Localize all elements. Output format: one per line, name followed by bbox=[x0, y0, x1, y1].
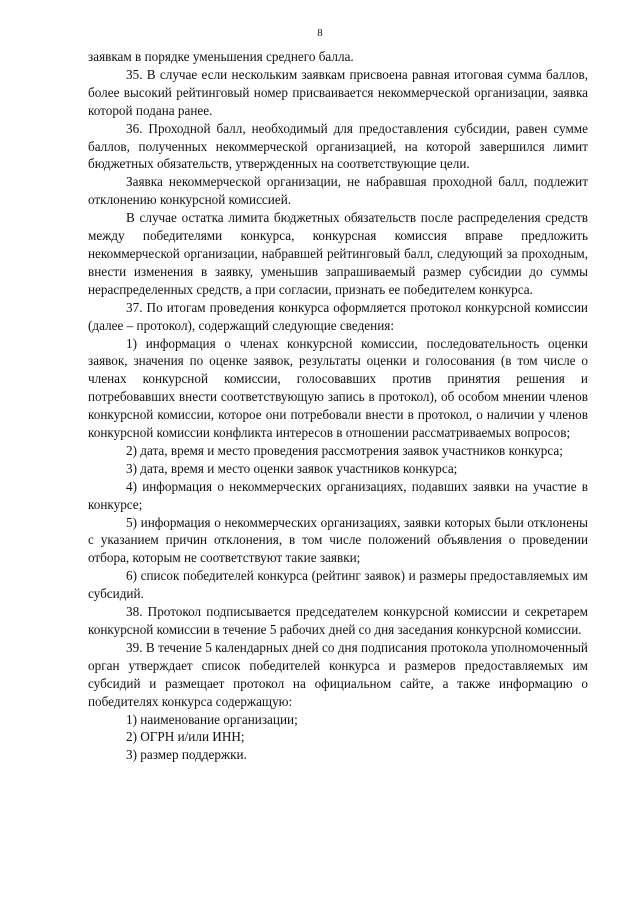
list-item-37-5: 5) информация о некоммерческих организациях, заявки которых были отклонены с указанием причин отклонения, в том числе положений объявления о проведении отбора, которым не соответствуют такие заявки; bbox=[88, 514, 588, 566]
list-item-39-1: 1) наименование организации; bbox=[126, 711, 298, 727]
list-item-37-1: 1) информация о членах конкурсной комиссии, последовательность оценки заявок, значения по оценке заявок, результаты оценки и голосования (в том числе о членах конкурсной комиссии, голосовавших против принятия решения и потребовавших внести соответствующую запись в протокол), об особом мнении членов конкурсной комиссии, которое они потребовали внести в протокол, о наличии у членов конкурсной комиссии конфликта интересов в отношении рассматриваемых вопросов; bbox=[88, 335, 588, 441]
list-item-37-4: 4) информация о некоммерческих организациях, подавших заявки на участие в конкурсе; bbox=[88, 478, 588, 512]
list-item-37-6: 6) список победителей конкурса (рейтинг заявок) и размеры предоставляемых им субсидий. bbox=[88, 568, 588, 602]
paragraph-35: 35. В случае если нескольким заявкам присвоена равная итоговая сумма баллов, более высокий рейтинговый номер присваивается некоммерческой организации, заявка которой подана ранее. bbox=[88, 66, 588, 118]
paragraph-38: 38. Протокол подписывается председателем конкурсной комиссии и секретарем конкурсной комиссии в течение 5 рабочих дней со дня заседания конкурсной комиссии. bbox=[88, 604, 588, 637]
paragraph-37: 37. По итогам проведения конкурса оформляется протокол конкурсной комиссии (далее – протокол), содержащий следующие сведения: bbox=[88, 299, 588, 333]
paragraph-39: 39. В течение 5 календарных дней со дня подписания протокола уполномоченный орган утверждает список победителей конкурса и размеров предоставляемых им субсидий и размещает протокол на официальном сайте, а также информацию о победителях конкурса содержащую: bbox=[88, 639, 588, 709]
paragraph-36: 36. Проходной балл, необходимый для предоставления субсидии, равен сумме баллов, полученных некоммерческой организацией, на которой завершился лимит бюджетных обязательств, утвержденных на соответствующие цели. bbox=[88, 120, 588, 172]
paragraph-rejection: Заявка некоммерческой организации, не набравшая проходной балл, подлежит отклонению конкурсной комиссией. bbox=[88, 174, 588, 208]
list-item-39-2: 2) ОГРН и/или ИНН; bbox=[126, 729, 245, 745]
list-item-37-3: 3) дата, время и место оценки заявок участников конкурса; bbox=[126, 460, 458, 476]
page-number: 8 bbox=[317, 27, 323, 39]
list-item-37-2: 2) дата, время и место проведения рассмотрения заявок участников конкурса; bbox=[126, 442, 563, 458]
document-body bbox=[88, 48, 588, 764]
list-item-39-3: 3) размер поддержки. bbox=[126, 747, 247, 763]
paragraph-continuation: заявкам в порядке уменьшения среднего балла. bbox=[88, 49, 354, 64]
paragraph-remaining-limit: В случае остатка лимита бюджетных обязательств после распределения средств между победителями конкурса, конкурсная комиссия вправе предложить некоммерческой организации, набравшей рейтинговый балл, следующий за проходным, внести изменения в заявку, уменьшив запрашиваемый размер субсидии до суммы нераспределенных средств, а при согласии, признать ее победителем конкурса. bbox=[88, 210, 588, 297]
